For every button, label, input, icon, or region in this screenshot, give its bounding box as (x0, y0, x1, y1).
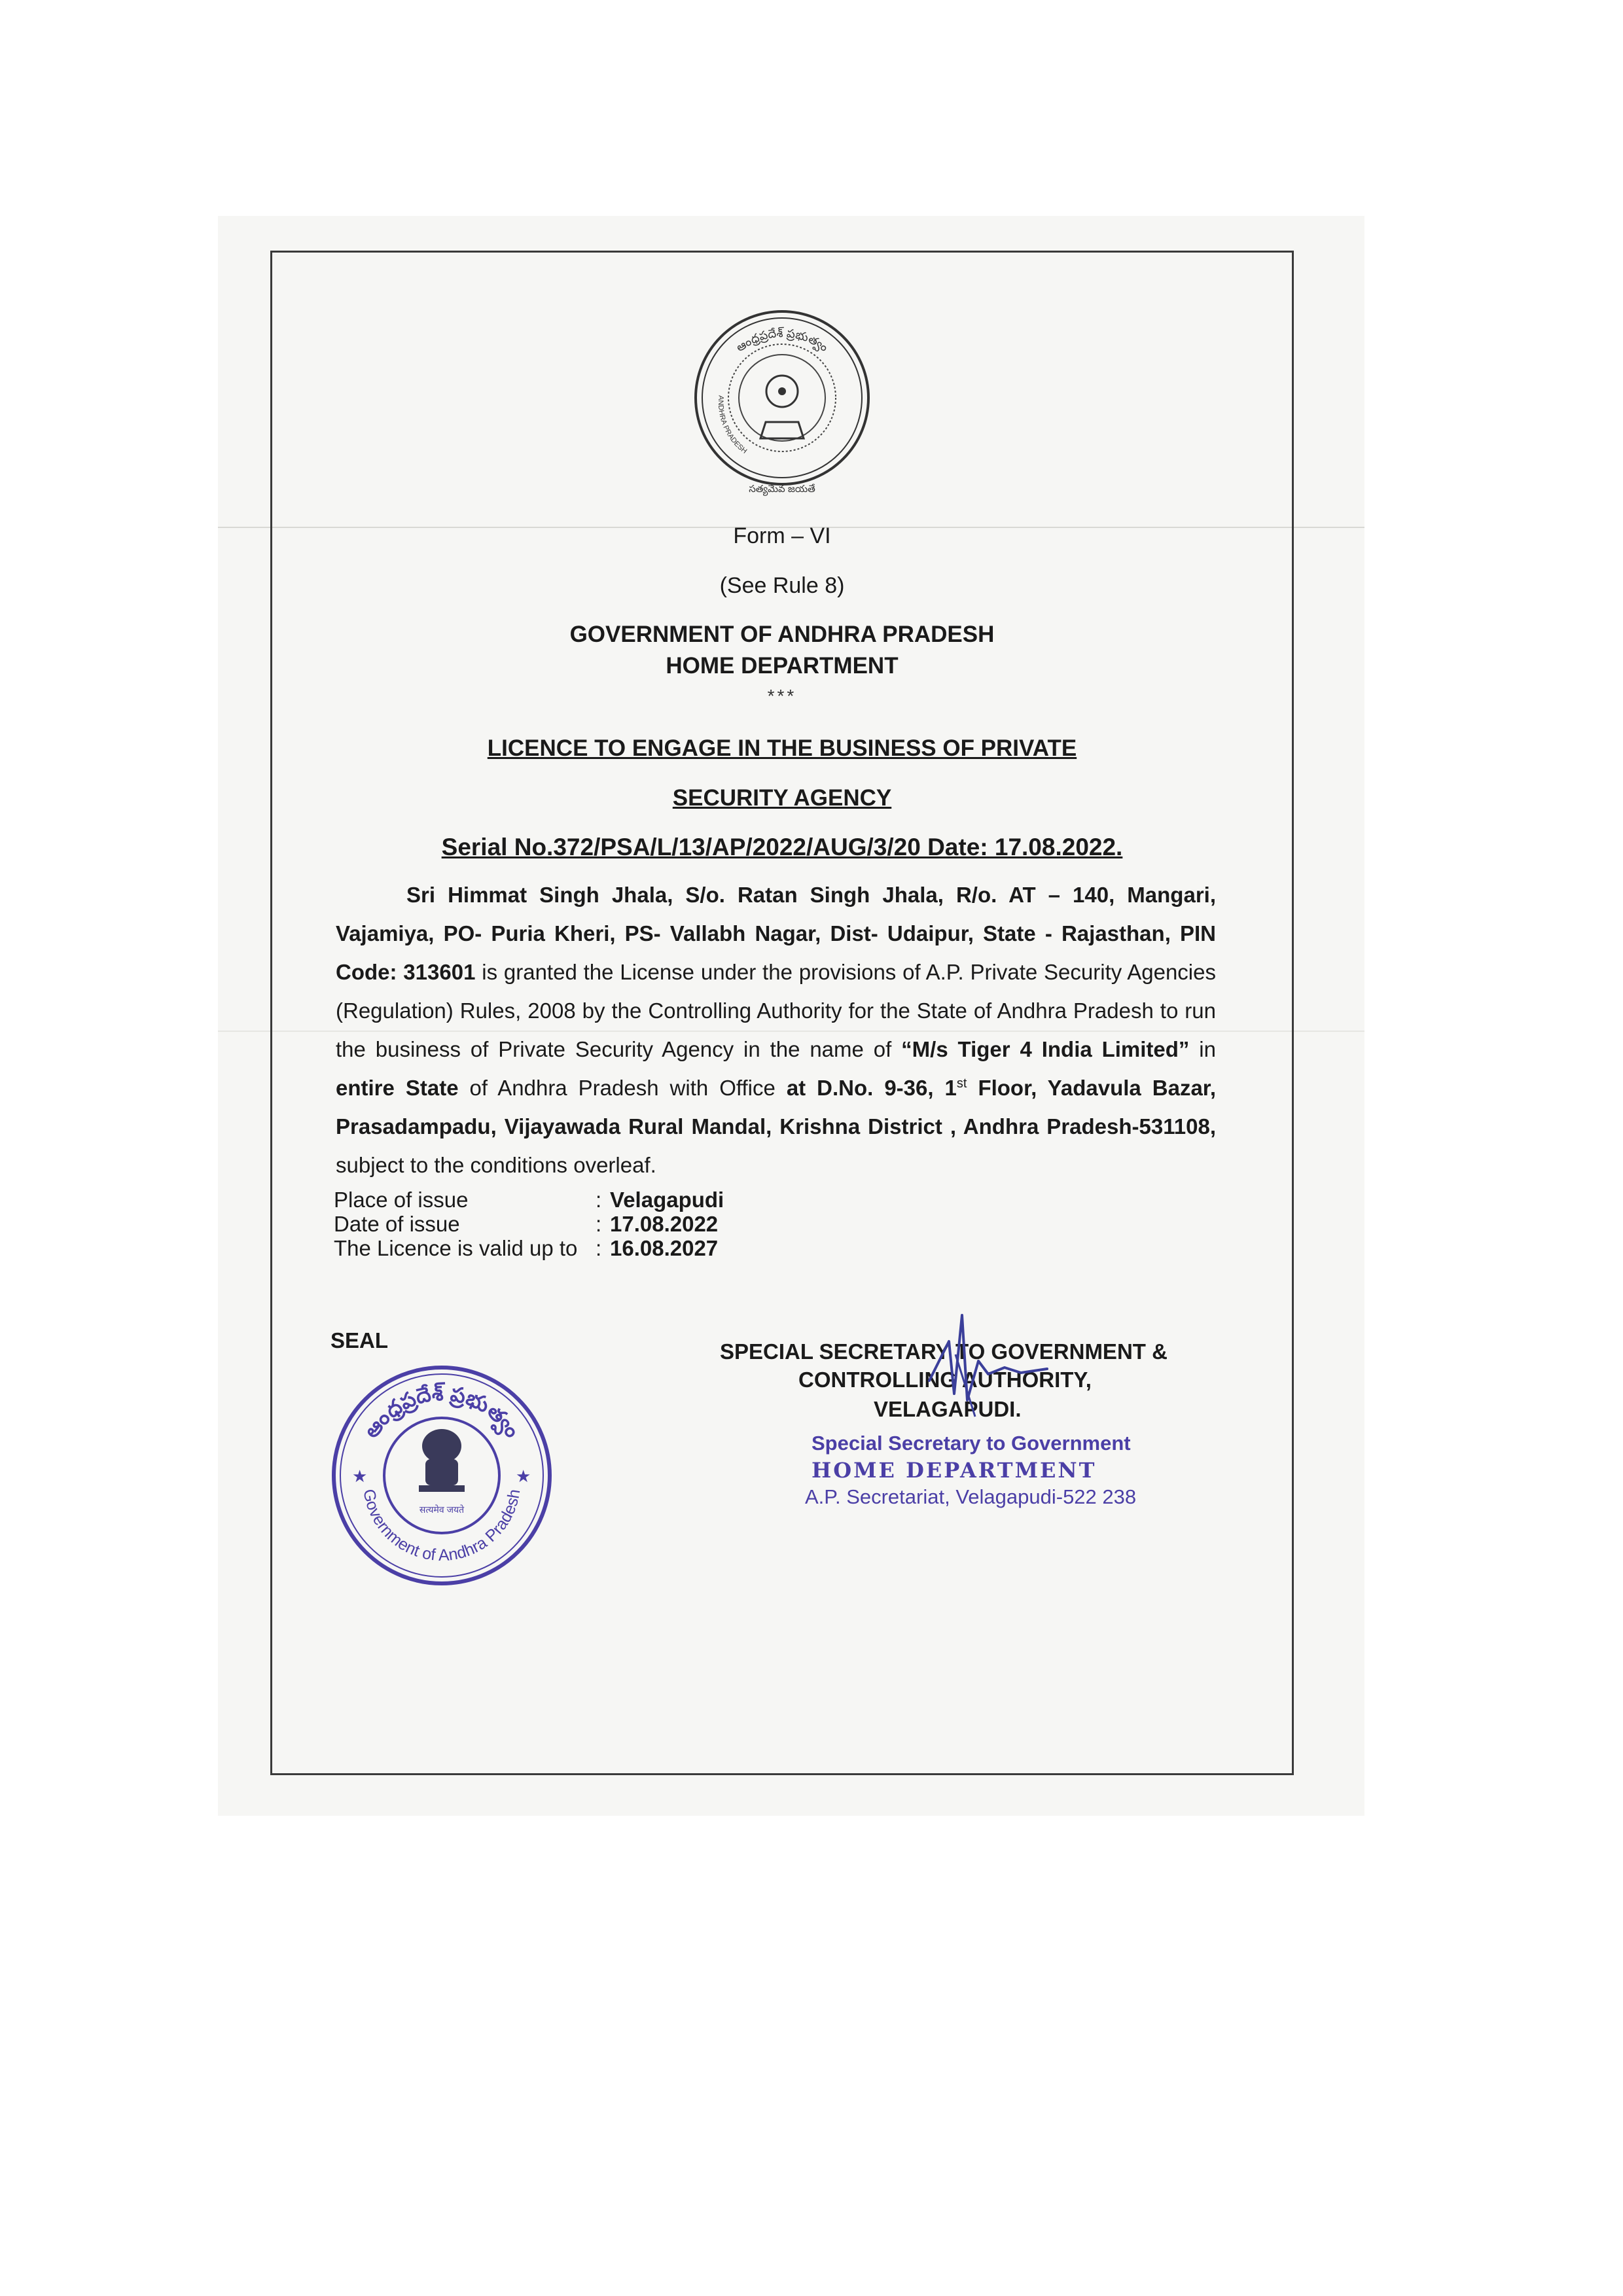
sri-label: Sri (406, 883, 436, 907)
validity-value: 16.08.2027 (610, 1236, 719, 1260)
government-title: GOVERNMENT OF ANDHRA PRADESH (569, 622, 995, 647)
office-address-2: Floor, Yadavula Bazar, Prasadampadu, Vijayawada Rural Mandal, Krishna District , Andhra Pradesh-531108, (336, 1076, 1216, 1139)
emblem-side-text: ANDHRA PRADESH (716, 395, 749, 455)
serial-number: Serial No.372/PSA/L/13/AP/2022/AUG/3/20 Date: 17.08.2022. (441, 834, 1123, 860)
separator-stars: *** (767, 686, 797, 706)
svg-text:ANDHRA PRADESH (717, 395, 749, 455)
ordinal-sup: st (956, 1076, 967, 1091)
body-text-1: is granted the License under the provisions of A.P. Private Security Agencies (Regulation) Rules, 2008 by the Controlling Authority for the State of Andhra Pradesh to run the business of Private Security Agency in the name of (336, 960, 1216, 1061)
government-seal (327, 1361, 556, 1590)
date-of-issue-row (334, 1212, 718, 1237)
seal-label: SEAL (330, 1328, 389, 1352)
office-address-1: D.No. 9-36, 1 (817, 1076, 957, 1100)
signatory-line-1: SPECIAL SECRETARY TO GOVERNMENT & (720, 1339, 1168, 1364)
body-text-3: of Andhra Pradesh with Office (458, 1076, 787, 1100)
signatory-line-3: VELAGAPUDI. (874, 1397, 1022, 1421)
company-name: “M/s Tiger 4 India Limited” (901, 1037, 1190, 1061)
form-number: Form – VI (733, 523, 831, 548)
place-of-issue-value: Velagapudi (610, 1188, 724, 1212)
signatory-line-2: CONTROLLING AUTHORITY, (798, 1368, 1092, 1392)
svg-text:★: ★ (516, 1466, 531, 1486)
date-of-issue-label: Date of issue (334, 1212, 460, 1236)
validity-row (334, 1236, 718, 1261)
colon: : (596, 1236, 602, 1260)
licence-title-line2: SECURITY AGENCY (672, 785, 892, 811)
colon: : (596, 1188, 602, 1212)
lion-capital-icon (419, 1429, 465, 1492)
stamp-department: HOME DEPARTMENT (812, 1458, 1097, 1483)
department-title: HOME DEPARTMENT (666, 653, 899, 679)
colon: : (596, 1212, 602, 1236)
seal-motto: सत्यमेव जयते (419, 1504, 465, 1515)
andhra-pradesh-emblem (687, 308, 877, 497)
seal-arc-bottom: Government of Andhra Pradesh (359, 1487, 524, 1565)
stamp-address: A.P. Secretariat, Velagapudi-522 238 (805, 1485, 1137, 1508)
body-text-2: in (1189, 1037, 1216, 1061)
stamp-designation: Special Secretary to Government (812, 1432, 1131, 1455)
rule-reference: (See Rule 8) (719, 573, 845, 598)
seal-arc-top: ఆంధ్రప్రదేశ్ ప్రభుత్వం (359, 1381, 524, 1443)
licensee-details: Himmat Singh Jhala, S/o. Ratan Singh Jhala, R/o. AT – 140, Mangari, Vajamiya, PO- Puria Kheri, PS- Vallabh Nagar, Dist- Udaipur, State - Rajasthan, PIN Code: 313601 (336, 883, 1216, 984)
date-of-issue-value: 17.08.2022 (610, 1212, 719, 1236)
svg-text:Government of Andhra Pradesh (359, 1488, 524, 1565)
at-word: at (786, 1076, 806, 1100)
licence-body (336, 875, 1216, 1184)
place-of-issue-label: Place of issue (334, 1188, 469, 1212)
licence-title: LICENCE TO ENGAGE IN THE BUSINESS OF PRIVATE (487, 735, 1077, 761)
body-text-4: subject to the conditions overleaf. (336, 1153, 656, 1177)
emblem-motto: సత్యమేవ జయతే (749, 484, 815, 495)
svg-text:ఆంధ్రప్రదేశ్ ప్రభుత్వం (734, 327, 830, 356)
place-of-issue-row (334, 1188, 724, 1212)
svg-text:★: ★ (352, 1466, 368, 1486)
handwritten-signature (916, 1302, 1067, 1433)
emblem-arc-text: ఆంధ్రప్రదేశ్ ప్రభుత్వం (734, 326, 830, 355)
validity-label: The Licence is valid up to (334, 1236, 578, 1260)
entire-state: entire State (336, 1076, 459, 1100)
